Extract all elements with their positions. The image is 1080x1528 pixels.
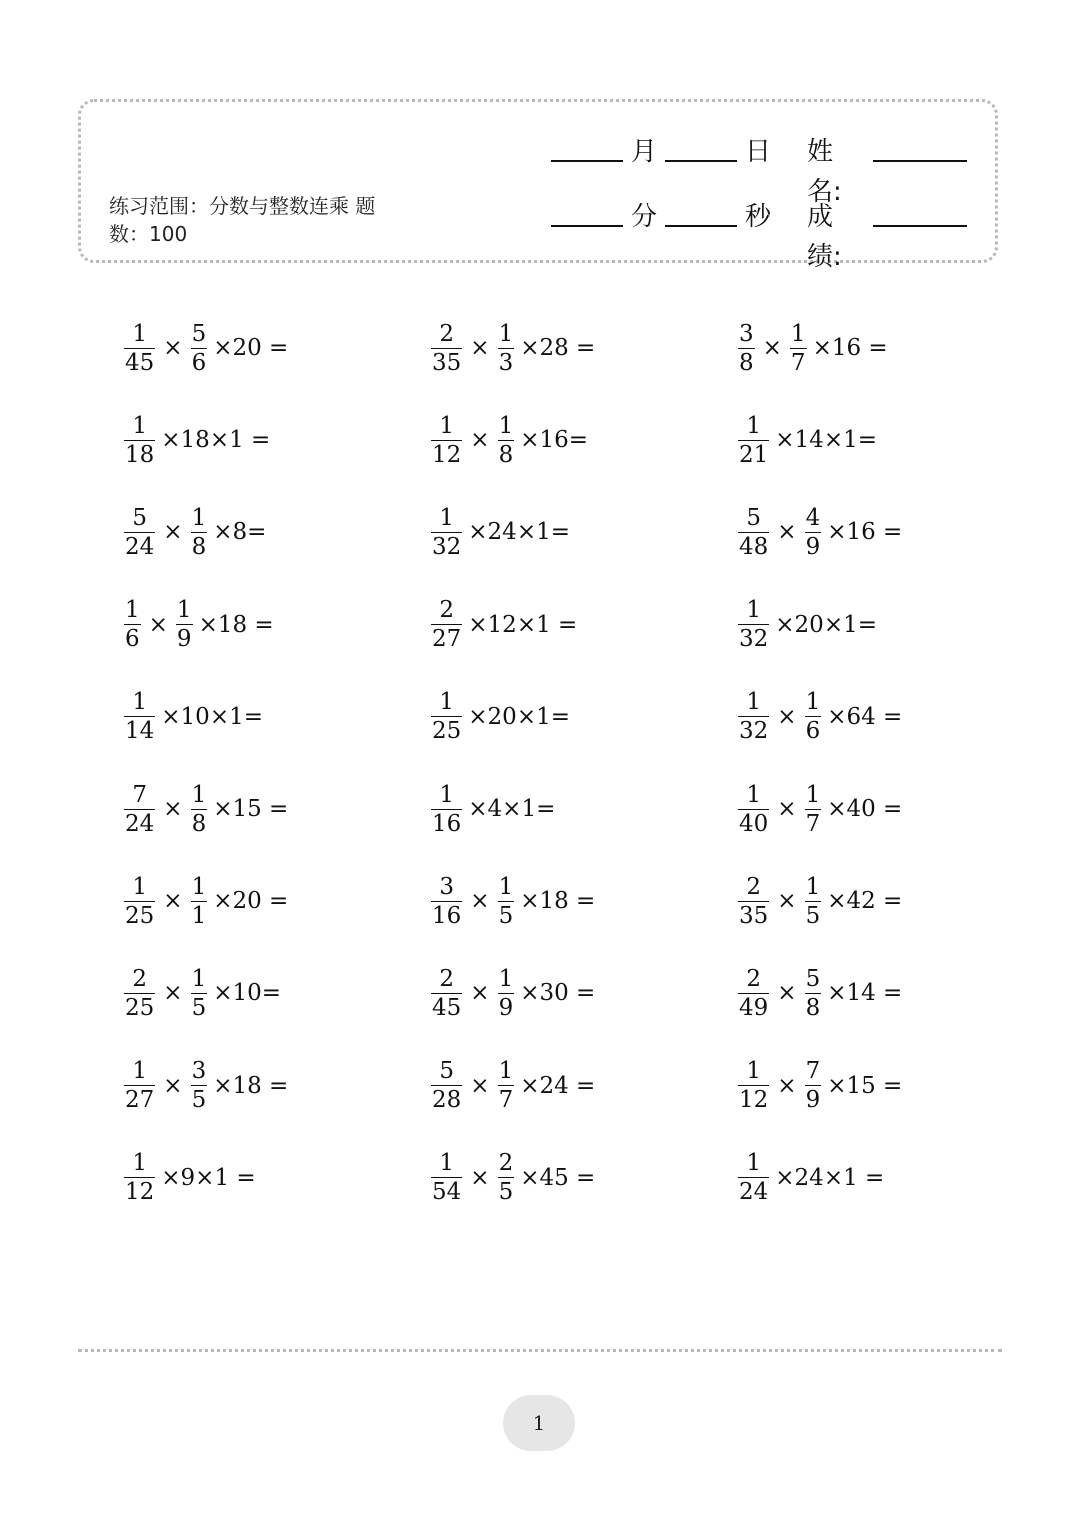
fraction-numerator: 2 bbox=[439, 965, 454, 992]
fraction-denominator: 7 bbox=[790, 349, 806, 376]
times-sign: × bbox=[470, 1164, 490, 1191]
fraction bbox=[124, 412, 155, 469]
problem-item bbox=[429, 500, 570, 564]
fraction bbox=[191, 1057, 208, 1114]
fraction-denominator: 27 bbox=[432, 626, 462, 653]
fraction bbox=[191, 320, 208, 377]
fraction-denominator: 1 bbox=[191, 902, 207, 929]
problem-item bbox=[736, 500, 902, 564]
fraction-denominator: 32 bbox=[432, 533, 462, 560]
fraction-numerator: 5 bbox=[132, 504, 147, 531]
problem-item bbox=[122, 316, 288, 380]
fraction-numerator: 1 bbox=[790, 320, 806, 347]
problem-remainder: ×15 = bbox=[827, 1072, 903, 1099]
problem-remainder: ×30 = bbox=[520, 980, 596, 1007]
fraction-denominator: 48 bbox=[739, 533, 769, 560]
fraction-denominator: 49 bbox=[739, 994, 769, 1021]
problem-item bbox=[736, 685, 902, 749]
fraction-denominator: 18 bbox=[125, 441, 155, 468]
fraction-denominator: 45 bbox=[432, 994, 462, 1021]
problem-item bbox=[736, 777, 902, 841]
fraction-denominator: 8 bbox=[805, 994, 821, 1021]
fraction-numerator: 1 bbox=[439, 504, 454, 531]
practice-range-line-2: 数：100 bbox=[109, 222, 188, 246]
fraction bbox=[431, 504, 462, 561]
fraction bbox=[431, 781, 462, 838]
fraction-numerator: 5 bbox=[805, 965, 821, 992]
fraction-denominator: 16 bbox=[432, 902, 462, 929]
fraction bbox=[738, 412, 769, 469]
minute-label: 分 bbox=[631, 202, 658, 232]
problem-item bbox=[429, 593, 577, 657]
times-sign: × bbox=[470, 1072, 490, 1099]
fraction-numerator: 1 bbox=[498, 412, 514, 439]
fraction-numerator: 5 bbox=[191, 320, 207, 347]
problem-remainder: ×28 = bbox=[520, 335, 596, 361]
fraction-denominator: 6 bbox=[805, 718, 821, 745]
fraction-denominator: 5 bbox=[191, 994, 207, 1021]
fraction-numerator: 1 bbox=[132, 412, 147, 439]
fraction-denominator: 21 bbox=[739, 441, 769, 468]
problem-item bbox=[429, 1054, 595, 1118]
problem-remainder: ×4×1= bbox=[468, 796, 556, 822]
fraction-denominator: 5 bbox=[805, 902, 821, 929]
month-label: 月 bbox=[631, 137, 658, 167]
fraction-denominator: 54 bbox=[432, 1179, 462, 1206]
fraction bbox=[805, 504, 822, 561]
fraction bbox=[431, 873, 462, 930]
fraction-denominator: 6 bbox=[125, 626, 140, 653]
fraction-numerator: 1 bbox=[439, 689, 454, 716]
fraction-numerator: 1 bbox=[746, 1150, 761, 1177]
fraction bbox=[191, 504, 208, 561]
times-sign: × bbox=[470, 335, 490, 361]
fraction-numerator: 1 bbox=[746, 412, 761, 439]
fraction bbox=[498, 1057, 515, 1114]
fraction-numerator: 1 bbox=[191, 965, 207, 992]
fraction-numerator: 2 bbox=[746, 965, 761, 992]
fraction-numerator: 1 bbox=[805, 873, 821, 900]
problem-item bbox=[429, 685, 570, 749]
times-sign: × bbox=[777, 980, 797, 1007]
fraction bbox=[431, 965, 462, 1022]
fraction bbox=[498, 412, 515, 469]
times-sign: × bbox=[163, 335, 183, 361]
fraction-denominator: 32 bbox=[739, 718, 769, 745]
times-sign: × bbox=[777, 519, 797, 546]
problem-remainder: ×18×1 = bbox=[161, 427, 271, 454]
page-number: 1 bbox=[503, 1395, 575, 1451]
fraction bbox=[191, 965, 208, 1022]
fraction bbox=[124, 504, 155, 561]
problem-remainder: ×24×1= bbox=[468, 519, 570, 546]
fraction-numerator: 5 bbox=[746, 504, 761, 531]
score-label: 成绩: bbox=[807, 202, 842, 272]
problem-remainder: ×24 = bbox=[520, 1072, 596, 1099]
fraction-numerator: 7 bbox=[132, 781, 147, 808]
problem-item bbox=[429, 1146, 595, 1210]
fraction bbox=[124, 596, 141, 653]
problem-remainder: ×18 = bbox=[520, 888, 596, 915]
fraction-denominator: 35 bbox=[432, 349, 462, 376]
problem-item bbox=[736, 1054, 902, 1118]
fraction bbox=[124, 873, 155, 930]
problem-item bbox=[122, 961, 281, 1025]
problem-remainder: ×18 = bbox=[198, 611, 274, 638]
problem-remainder: ×20 = bbox=[213, 888, 289, 915]
fraction-denominator: 9 bbox=[805, 1087, 821, 1114]
fraction-denominator: 9 bbox=[498, 994, 514, 1021]
fraction-numerator: 1 bbox=[498, 965, 514, 992]
fraction bbox=[431, 320, 462, 377]
fraction-denominator: 24 bbox=[125, 810, 155, 837]
fraction-numerator: 1 bbox=[746, 1058, 761, 1085]
fraction-numerator: 1 bbox=[132, 873, 147, 900]
fraction-denominator: 12 bbox=[432, 441, 462, 468]
fraction-numerator: 1 bbox=[439, 1150, 454, 1177]
times-sign: × bbox=[148, 611, 168, 638]
problem-remainder: ×10×1= bbox=[161, 703, 263, 730]
fraction bbox=[431, 1149, 462, 1206]
fraction bbox=[431, 596, 462, 653]
problem-remainder: ×16= bbox=[520, 427, 589, 454]
second-label: 秒 bbox=[745, 202, 772, 232]
problem-remainder: ×12×1 = bbox=[468, 611, 578, 638]
fraction-denominator: 7 bbox=[805, 810, 821, 837]
fraction-denominator: 45 bbox=[125, 349, 155, 376]
problem-remainder: ×42 = bbox=[827, 888, 903, 915]
fraction bbox=[790, 320, 807, 377]
fraction-denominator: 8 bbox=[739, 349, 754, 376]
fraction-denominator: 9 bbox=[805, 533, 821, 560]
fraction bbox=[191, 781, 208, 838]
fraction-numerator: 2 bbox=[439, 597, 454, 624]
fraction-denominator: 12 bbox=[125, 1179, 155, 1206]
fraction bbox=[191, 873, 208, 930]
fraction-denominator: 28 bbox=[432, 1087, 462, 1114]
fraction-denominator: 5 bbox=[498, 1179, 514, 1206]
fraction-denominator: 24 bbox=[125, 533, 155, 560]
fraction-numerator: 3 bbox=[739, 320, 754, 347]
problem-remainder: ×64 = bbox=[827, 703, 903, 730]
problem-remainder: ×10= bbox=[213, 980, 282, 1007]
times-sign: × bbox=[163, 888, 183, 915]
fraction-denominator: 9 bbox=[176, 626, 192, 653]
fraction bbox=[805, 873, 822, 930]
problem-item bbox=[429, 408, 588, 472]
problem-item bbox=[122, 593, 274, 657]
fraction-denominator: 8 bbox=[498, 441, 514, 468]
fraction-numerator: 1 bbox=[746, 781, 761, 808]
problem-remainder: ×14×1= bbox=[775, 427, 877, 454]
times-sign: × bbox=[163, 796, 183, 822]
problem-item bbox=[429, 316, 595, 380]
fraction-denominator: 25 bbox=[125, 902, 155, 929]
problem-item bbox=[122, 869, 288, 933]
fraction-denominator: 27 bbox=[125, 1087, 155, 1114]
footer-divider bbox=[78, 1349, 1002, 1352]
fraction-numerator: 2 bbox=[439, 320, 454, 347]
fraction bbox=[738, 596, 769, 653]
times-sign: × bbox=[163, 980, 183, 1007]
fraction-denominator: 3 bbox=[498, 349, 514, 376]
times-sign: × bbox=[777, 703, 797, 730]
fraction bbox=[738, 873, 769, 930]
times-sign: × bbox=[470, 980, 490, 1007]
fraction bbox=[176, 596, 193, 653]
name-label: 姓名: bbox=[807, 137, 842, 207]
fraction-numerator: 1 bbox=[176, 597, 192, 624]
fraction-denominator: 8 bbox=[191, 533, 207, 560]
fraction bbox=[738, 1057, 769, 1114]
problem-remainder: ×20 = bbox=[213, 335, 289, 361]
problem-item bbox=[122, 500, 266, 564]
fraction bbox=[498, 965, 515, 1022]
times-sign: × bbox=[470, 427, 490, 454]
fraction-numerator: 4 bbox=[805, 504, 821, 531]
problem-item bbox=[736, 961, 902, 1025]
fraction bbox=[738, 781, 769, 838]
fraction bbox=[738, 504, 769, 561]
fraction-numerator: 1 bbox=[132, 1150, 147, 1177]
fraction-denominator: 5 bbox=[191, 1087, 207, 1114]
fraction-numerator: 1 bbox=[439, 781, 454, 808]
times-sign: × bbox=[762, 335, 782, 361]
fraction bbox=[124, 1149, 155, 1206]
problem-item bbox=[122, 1054, 288, 1118]
problem-remainder: ×14 = bbox=[827, 980, 903, 1007]
fraction bbox=[431, 688, 462, 745]
fraction-denominator: 40 bbox=[739, 810, 769, 837]
problem-remainder: ×45 = bbox=[520, 1164, 596, 1191]
problem-remainder: ×40 = bbox=[827, 796, 903, 822]
problem-remainder: ×15 = bbox=[213, 796, 289, 822]
fraction bbox=[498, 873, 515, 930]
problem-remainder: ×20×1= bbox=[775, 611, 877, 638]
fraction-denominator: 16 bbox=[432, 810, 462, 837]
fraction bbox=[805, 1057, 822, 1114]
times-sign: × bbox=[777, 796, 797, 822]
problem-item bbox=[736, 316, 888, 380]
fraction bbox=[805, 965, 822, 1022]
fraction bbox=[805, 688, 822, 745]
fraction bbox=[124, 781, 155, 838]
fraction-numerator: 7 bbox=[805, 1058, 821, 1085]
fraction bbox=[498, 1149, 515, 1206]
times-sign: × bbox=[777, 888, 797, 915]
fraction-numerator: 1 bbox=[746, 689, 761, 716]
problem-item bbox=[429, 869, 595, 933]
fraction-numerator: 1 bbox=[132, 320, 147, 347]
fraction bbox=[124, 688, 155, 745]
problem-item bbox=[736, 1146, 884, 1210]
practice-range-line-1: 练习范围：分数与整数连乘 题 bbox=[109, 194, 376, 218]
problem-remainder: ×16 = bbox=[827, 519, 903, 546]
fraction-denominator: 25 bbox=[432, 718, 462, 745]
times-sign: × bbox=[163, 519, 183, 546]
fraction-denominator: 8 bbox=[191, 810, 207, 837]
fraction-numerator: 1 bbox=[191, 781, 207, 808]
fraction bbox=[738, 965, 769, 1022]
fraction bbox=[738, 1149, 769, 1206]
fraction-numerator: 1 bbox=[805, 689, 821, 716]
fraction-numerator: 2 bbox=[498, 1150, 514, 1177]
fraction-numerator: 1 bbox=[498, 873, 514, 900]
fraction-numerator: 2 bbox=[132, 965, 147, 992]
fraction-denominator: 7 bbox=[498, 1087, 514, 1114]
fraction-numerator: 1 bbox=[125, 597, 140, 624]
problem-remainder: ×16 = bbox=[812, 335, 888, 361]
fraction bbox=[124, 1057, 155, 1114]
day-label: 日 bbox=[745, 137, 772, 167]
problem-remainder: ×8= bbox=[213, 519, 267, 546]
fraction-numerator: 3 bbox=[439, 873, 454, 900]
fraction-numerator: 5 bbox=[439, 1058, 454, 1085]
times-sign: × bbox=[163, 1072, 183, 1099]
fraction-denominator: 24 bbox=[739, 1179, 769, 1206]
fraction bbox=[498, 320, 515, 377]
fraction-numerator: 1 bbox=[132, 1058, 147, 1085]
fraction-denominator: 35 bbox=[739, 902, 769, 929]
fraction-denominator: 6 bbox=[191, 349, 207, 376]
problem-item bbox=[429, 777, 555, 841]
problem-item bbox=[736, 408, 877, 472]
problem-item bbox=[429, 961, 595, 1025]
problem-item bbox=[122, 777, 288, 841]
times-sign: × bbox=[777, 1072, 797, 1099]
problem-remainder: ×24×1 = bbox=[775, 1164, 885, 1191]
fraction-numerator: 2 bbox=[746, 873, 761, 900]
fraction bbox=[124, 320, 155, 377]
fraction-numerator: 1 bbox=[191, 873, 207, 900]
fraction-numerator: 1 bbox=[805, 781, 821, 808]
fraction-denominator: 32 bbox=[739, 626, 769, 653]
fraction-numerator: 1 bbox=[498, 1058, 514, 1085]
fraction bbox=[431, 1057, 462, 1114]
problem-item bbox=[122, 685, 263, 749]
problem-item bbox=[122, 408, 270, 472]
times-sign: × bbox=[470, 888, 490, 915]
fraction-numerator: 1 bbox=[746, 597, 761, 624]
fraction bbox=[431, 412, 462, 469]
fraction-numerator: 1 bbox=[498, 320, 514, 347]
fraction-denominator: 5 bbox=[498, 902, 514, 929]
problem-item bbox=[122, 1146, 256, 1210]
problem-item bbox=[736, 593, 877, 657]
problem-remainder: ×9×1 = bbox=[161, 1164, 256, 1191]
fraction-denominator: 14 bbox=[125, 718, 155, 745]
problem-remainder: ×18 = bbox=[213, 1072, 289, 1099]
fraction bbox=[738, 320, 755, 377]
fraction bbox=[805, 781, 822, 838]
fraction bbox=[738, 688, 769, 745]
fraction-numerator: 1 bbox=[132, 689, 147, 716]
fraction-denominator: 25 bbox=[125, 994, 155, 1021]
problem-item bbox=[736, 869, 902, 933]
problem-remainder: ×20×1= bbox=[468, 703, 570, 730]
fraction-numerator: 1 bbox=[191, 504, 207, 531]
fraction bbox=[124, 965, 155, 1022]
fraction-numerator: 1 bbox=[439, 412, 454, 439]
fraction-denominator: 12 bbox=[739, 1087, 769, 1114]
fraction-numerator: 3 bbox=[191, 1058, 207, 1085]
